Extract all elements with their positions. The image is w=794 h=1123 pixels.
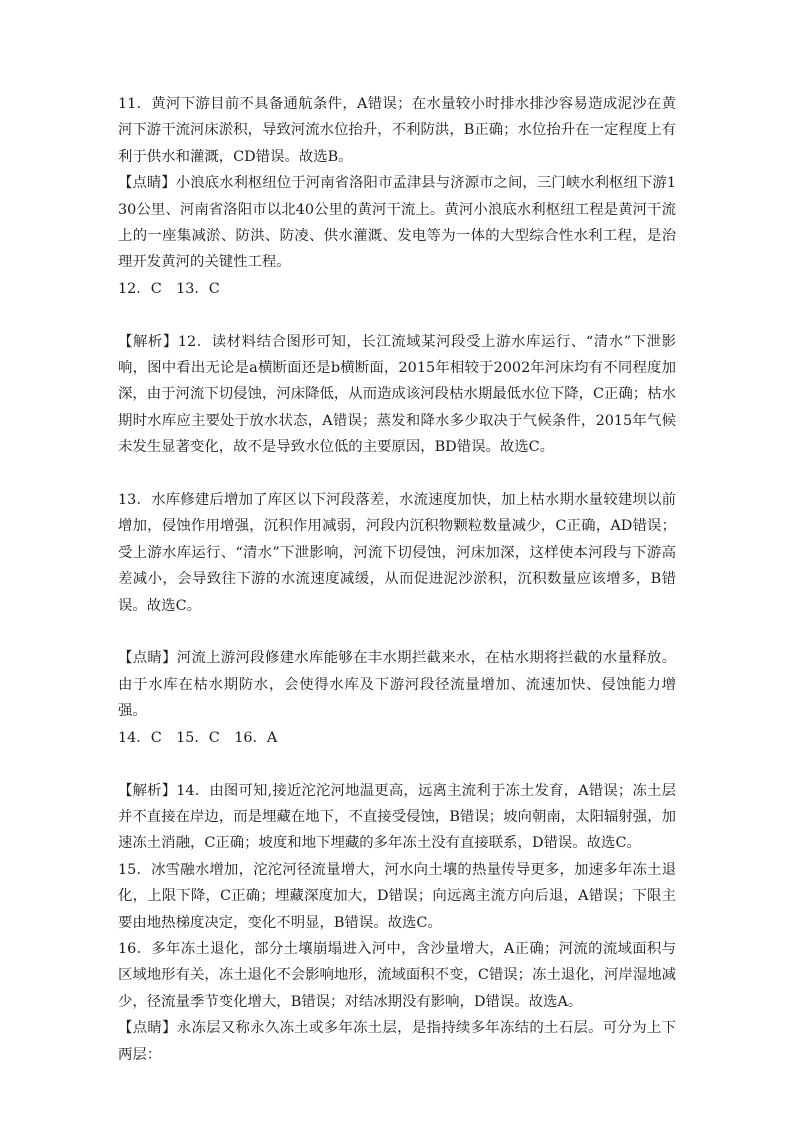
paragraph-answers-14-16: 14．C 15．C 16．A <box>118 729 278 746</box>
blank-line <box>118 302 676 328</box>
paragraph-analysis-q14: 【解析】14．由图可知,接近沱沱河地温更高，远离主流利于冻土发育，A错误；冻土层并不直接在岸边，而是埋藏在地下，不直接受侵蚀，B错误；坡向朝南，太阳辐射强，加速冻土消融，C正确；坡度和地下埋藏的多年冻土没有直接联系，D错误。故选C。 <box>118 782 676 852</box>
blank-line <box>118 461 676 487</box>
blank-line <box>118 751 676 777</box>
paragraph-q13: 13．水库修建后增加了库区以下河段落差，水流速度加快，加上枯水期水量较建坝以前增加，侵蚀作用增强，沉积作用减弱，河段内沉积物颗粒数量减少，C正确，AD错误；受上游水库运行、“清水”下泄影响，河流下切侵蚀，河床加深，这样使本河段与下游高差减小，会导致往下游的水流速度减缓，从而促进泥沙淤积，沉积数量应该增多，B错误。故选C。 <box>118 492 676 614</box>
paragraph-q11: 11．黄河下游目前不具备通航条件，A错误；在水量较小时排水排沙容易造成泥沙在黄河下游干流河床淤积，导致河流水位抬升，不利防洪，B正确；水位抬升在一定程度上有利于供水和灌溉，CD错误。故选B。 <box>118 96 676 165</box>
answer-explanation-text <box>118 91 676 1068</box>
paragraph-tip-reservoir: 【点睛】河流上游河段修建水库能够在丰水期拦截来水，在枯水期将拦截的水量释放。由于水库在枯水期防水，会使得水库及下游河段径流量增加、流速加快、侵蚀能力增强。 <box>118 650 676 720</box>
paragraph-answers-12-13: 12．C 13．C <box>118 280 220 297</box>
paragraph-q16: 16．多年冻土退化，部分土壤崩塌进入河中，含沙量增大，A正确；河流的流域面积与区域地形有关，冻土退化不会影响地形，流域面积不变，C错误；冻土退化，河岸湿地减少，径流量季节变化增大，B错误；对结冰期没有影响，D错误。故选A。 <box>118 940 676 1010</box>
paragraph-analysis-q12: 【解析】12．读材料结合图形可知，长江流域某河段受上游水库运行、“清水”下泄影响，图中看出无论是a横断面还是b横断面，2015年相较于2002年河床均有不同程度加深，由于河流下切侵蚀，河床降低，从而造成该河段枯水期最低水位下降，C正确；枯水期时水库应主要处于放水状态，A错误；蒸发和降水多少取决于气候条件，2015年气候未发生显著变化，故不是导致水位低的主要原因，BD错误。故选C。 <box>118 333 676 456</box>
paragraph-tip-permafrost: 【点睛】永冻层又称永久冻土或多年冻土层，是指持续多年冻结的土石层。可分为上下两层： <box>118 1020 676 1063</box>
blank-line <box>118 619 676 645</box>
paragraph-q15: 15．冰雪融水增加，沱沱河径流量增大，河水向土壤的热量传导更多，加速多年冻土退化，上限下降，C正确；埋藏深度加大，D错误；向远离主流方向后退，A错误；下限主要由地热梯度决定，变化不明显，B错误。故选C。 <box>118 861 676 931</box>
paragraph-tip-xiaolangdi: 【点睛】小浪底水利枢纽位于河南省洛阳市孟津县与济源市之间，三门峡水利枢纽下游130公里、河南省洛阳市以北40公里的黄河干流上。黄河小浪底水利枢纽工程是黄河干流上的一座集减淤、防洪、防凌、供水灌溉、发电等为一体的大型综合性水利工程，是治理开发黄河的关键性工程。 <box>118 175 676 271</box>
